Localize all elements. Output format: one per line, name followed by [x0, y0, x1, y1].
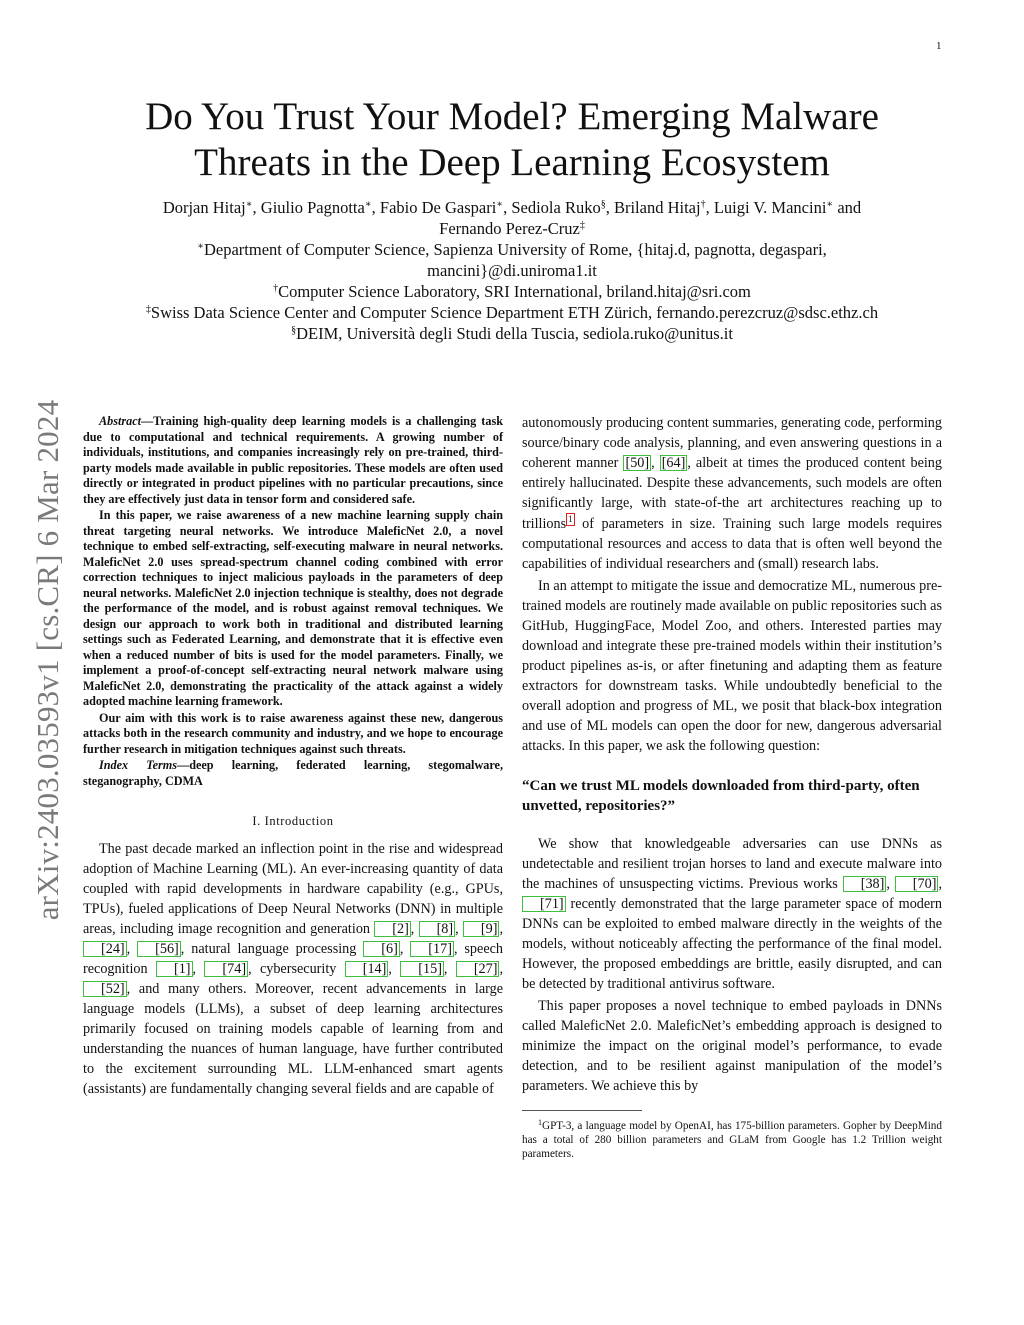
- author-name: Fernando Perez-Cruz: [439, 219, 580, 238]
- citation-link[interactable]: [17]: [410, 941, 454, 957]
- arxiv-identifier: arXiv:2403.03593v1 [cs.CR] 6 Mar 2024: [30, 399, 65, 921]
- left-column: [83, 414, 503, 1099]
- citation-link[interactable]: [14]: [345, 961, 389, 977]
- citation-link[interactable]: [9]: [463, 921, 500, 937]
- citation-link[interactable]: [71]: [522, 896, 566, 912]
- research-question: “Can we trust ML models downloaded from third-party, often unvetted, repositories?”: [522, 778, 920, 814]
- affiliation: ‡Swiss Data Science Center and Computer Science Department ETH Zürich, fernando.perezcruz@sdsc.ethz.ch: [145, 303, 879, 322]
- body-paragraph: In an attempt to mitigate the issue and democratize ML, numerous pre-trained models are routinely made available on public repositories such as GitHub, HuggingFace, Model Zoo, and others. Interested parties may download and integrate these pre-trained models within their institution’s product pipelines as-is, or after finetuning and adapting them as feature extractors for downstream tasks. While undoubtedly beneficial to the overall adoption and progress of ML, we posit that black-box integration and use of ML models can open the door for new, dangerous adversarial attacks. In this paper, we ask the following question:: [522, 578, 942, 754]
- citation-link[interactable]: [27]: [456, 961, 500, 977]
- citation-link[interactable]: [6]: [363, 941, 400, 957]
- citation-link[interactable]: [56]: [137, 941, 181, 957]
- citation-link[interactable]: [2]: [374, 921, 411, 937]
- paper-title: Do You Trust Your Model? Emerging Malware Threats in the Deep Learning Ecosystem: [145, 95, 879, 184]
- citation-link[interactable]: [70]: [895, 876, 939, 892]
- author-name: Fabio De Gaspari: [379, 198, 497, 217]
- index-terms: Index Terms—deep learning, federated learning, stegomalware, steganography, CDMA: [83, 758, 503, 788]
- citation-link[interactable]: [52]: [83, 981, 127, 997]
- abstract: Abstract—Training high-quality deep learning models is a challenging task due to computational and technical requirements. A growing number of individuals, institutions, and companies increasingly rely on pre-trained, third-party models made available in public repositories. These models are often used directly or integrated in product pipelines with no particular precautions, since they are effectively just data in tensor form and considered safe. In this paper, we raise awareness of a new machine learning supply chain threat targeting neural networks. We introduce MaleficNet 2.0, a novel technique to embed self-extracting, self-executing malware in neural networks. MaleficNet 2.0 uses spread-spectrum channel coding combined with error correction techniques to inject malicious payloads in the parameters of deep neural networks. MaleficNet 2.0 injection technique is stealthy, does not degrade the performance of the model, and is robust against removal techniques. We design our approach to work both in traditional and distributed learning settings such as Federated Learning, and demonstrate that it is effective even when a reduced number of bits is used for the model parameters. Finally, we implement a proof-of-concept self-extracting neural network malware using MaleficNet 2.0, demonstrating the practicality of the attack against a widely adopted machine learning framework. Our aim with this work is to raise awareness against these new, dangerous attacks both in the research community and industry, and we hope to encourage further research in mitigation techniques against such threats. Index Terms—deep learning, federated learning, stegomalware, steganography, CDMA: [83, 414, 503, 788]
- body-paragraph: We show that knowledgeable adversaries can use DNNs as undetectable and resilient trojan horses to land and execute malware into the machines of unsuspecting victims. Previous works [38] , [70] , [71] recently demonstrated that the large parameter space of modern DNNs can be exploited to embed malware directly in the weights of the models, without noticeably affecting the performance of the final model. However, the proposed embeddings are brittle, easily disrupted, and can be detected by traditional antivirus software.: [522, 836, 942, 992]
- abstract-paragraph: In this paper, we raise awareness of a new machine learning supply chain threat targeting neural networks. We introduce MaleficNet 2.0, a novel technique to embed self-extracting, self-executing malware in neural networks. MaleficNet 2.0 uses spread-spectrum channel coding combined with error correction techniques to inject malicious payloads in the parameters of deep neural networks. MaleficNet 2.0 injection technique is stealthy, does not degrade the performance of the model, and is robust against removal techniques. We design our approach to work both in traditional and distributed learning settings such as Federated Learning, and demonstrate that it is effective even when a reduced number of bits is used for the model parameters. Finally, we implement a proof-of-concept self-extracting neural network malware using MaleficNet 2.0, demonstrating the practicality of the attack against a widely adopted machine learning framework.: [83, 508, 503, 708]
- citation-link[interactable]: [8]: [419, 921, 456, 937]
- footnote: $^1$GPT-3, a language model by OpenAI, has 175-billion parameters. Gopher by DeepMind has a total of 280 billion parameters and GLaM from Google has 1.2 Trillion weight parameters.: [522, 1118, 942, 1160]
- footnote-divider: [522, 1110, 642, 1111]
- abstract-paragraph: Our aim with this work is to raise awareness against these new, dangerous attacks both in the research community and industry, and we hope to encourage further research in mitigation techniques against such threats.: [83, 710, 503, 756]
- citation-link[interactable]: [50]: [625, 455, 650, 471]
- section-heading-introduction: I. Introduction: [252, 814, 334, 828]
- affiliation: †Computer Science Laboratory, SRI International, briland.hitaj@sri.com: [273, 282, 751, 301]
- citation-link[interactable]: [1]: [156, 961, 193, 977]
- affiliation: ∗Department of Computer Science, Sapienza University of Rome, {hitaj.d, pagnotta, degaspari, mancini}@di.uniroma1.it: [197, 240, 827, 280]
- author-name: Luigi V. Mancini: [713, 198, 827, 217]
- page-number: 1: [936, 40, 942, 52]
- citation-link[interactable]: [15]: [400, 961, 444, 977]
- author-name: Giulio Pagnotta: [260, 198, 365, 217]
- author-name: Sediola Ruko: [511, 198, 601, 217]
- abstract-label: Abstract: [99, 414, 141, 428]
- citation-link[interactable]: [24]: [83, 941, 127, 957]
- footnote-link[interactable]: 1: [568, 514, 573, 524]
- citation-link[interactable]: [38]: [843, 876, 887, 892]
- author-name: Briland Hitaj: [613, 198, 701, 217]
- affiliation: §DEIM, Università degli Studi della Tuscia, sediola.ruko@unitus.it: [291, 324, 733, 343]
- author-block: Dorjan Hitaj∗, Giulio Pagnotta∗, Fabio De Gaspari∗, Sediola Ruko§, Briland Hitaj†, Luigi V. Mancini∗ and Fernando Perez-Cruz‡ ∗Department of Computer Science, Sapienza University of Rome, {hitaj.d, pagnotta, degaspari, mancini}@di.uniroma1.it †Computer Science Laboratory, SRI International, briland.hitaj@sri.com ‡Swiss Data Science Center and Computer Science Department ETH Zürich, fernando.perezcruz@sdsc.ethz.ch §DEIM, Università degli Studi della Tuscia, sediola.ruko@unitus.it: [90, 197, 934, 344]
- intro-paragraph: The past decade marked an inflection point in the rise and widespread adoption of Machine Learning (ML). An ever-increasing quantity of data coupled with rapid developments in hardware capability (e.g., GPUs, TPUs), fueled applications of Deep Neural Networks (DNN) in multiple areas, including image recognition and generation [2] , [8] , [9] , [24] , [56] , natural language processing [6] , [17] , speech recognition [1] , [74] , cybersecurity [14] , [15] , [27] , [52] , and many others. Moreover, recent advancements in large language models (LLMs), a subset of deep learning architectures primarily focused on training models capable of learning from and understanding the nuances of human language, have further contributed to the excitement surrounding ML. LLM-enhanced smart agents (assistants) are fundamentally changing several fields and are capable of: [83, 841, 504, 1097]
- right-column: [522, 413, 942, 1161]
- author-name: Dorjan Hitaj: [162, 198, 246, 217]
- citation-link[interactable]: [74]: [204, 961, 248, 977]
- body-paragraph: autonomously producing content summaries, generating code, performing source/binary code analysis, planning, and even answering questions in a coherent manner [50] , [64] , albeit at times the produced content being entirely hallucinated. Despite these advancements, such models are often significantly large, with state-of-the art architectures reaching up to trillions 1 of parameters in size. Training such large models requires computational resources and access to data that is often well beyond the capabilities of individual researchers and (small) research labs.: [522, 415, 942, 572]
- citation-link[interactable]: [64]: [661, 455, 686, 471]
- author-list: Dorjan Hitaj∗, Giulio Pagnotta∗, Fabio De Gaspari∗, Sediola Ruko§, Briland Hitaj†, Luigi V. Mancini∗ and: [162, 198, 862, 217]
- body-paragraph: This paper proposes a novel technique to embed payloads in DNNs called MaleficNet 2.0. MaleficNet’s embedding approach is designed to minimize the impact on the original model’s performance, to evade detection, and to be resilient against manipulation of the model’s parameters. We achieve this by: [522, 998, 942, 1094]
